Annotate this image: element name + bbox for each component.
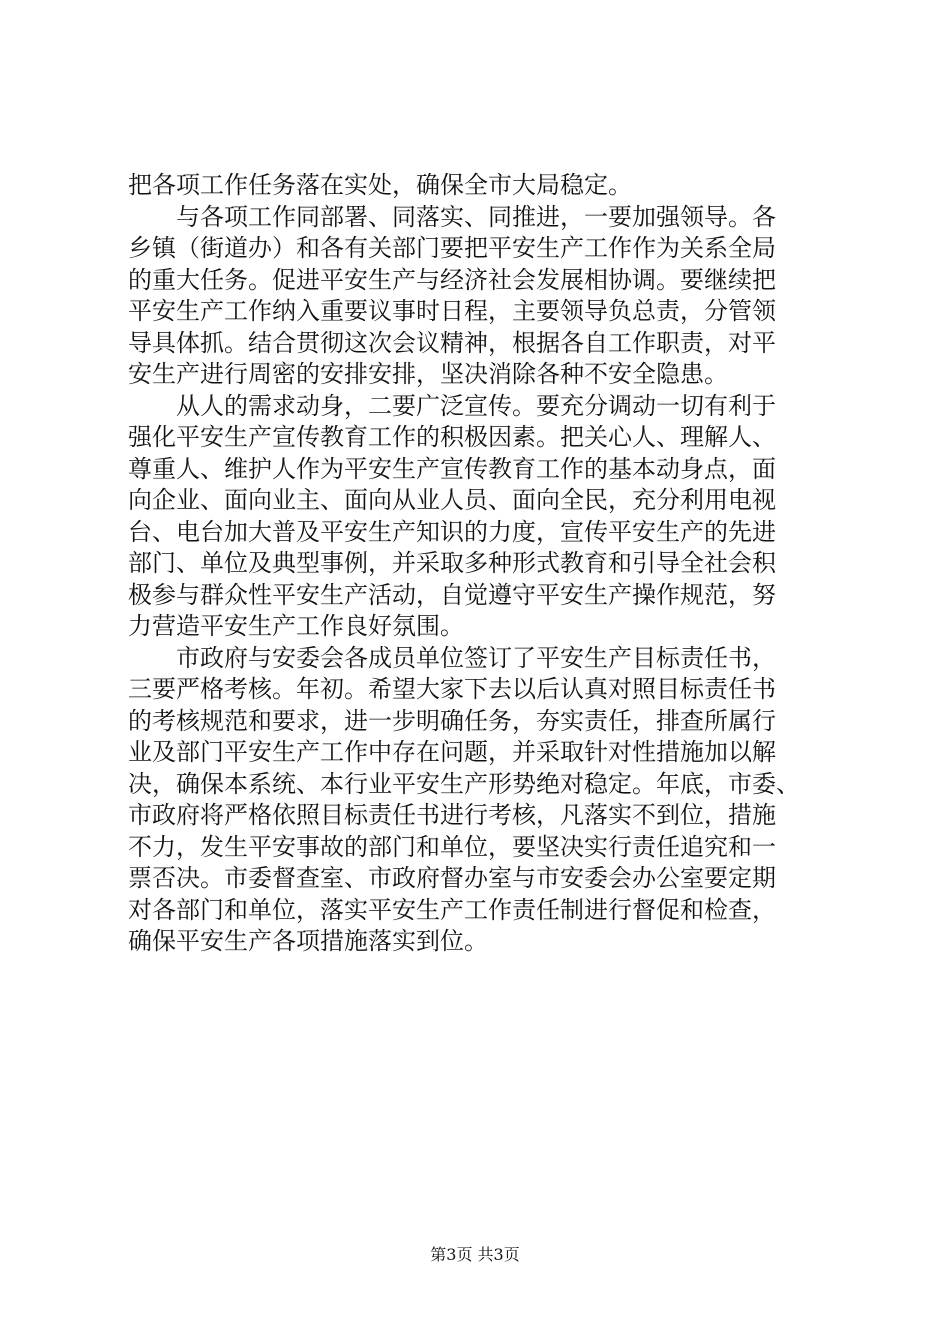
- text-line: 台、电台加大普及平安生产知识的力度，宣传平安生产的先进: [128, 517, 776, 546]
- text-line: 的重大任务。促进平安生产与经济社会发展相协调。要继续把: [128, 265, 776, 294]
- text-line: 不力，发生平安事故的部门和单位，要坚决实行责任追究和一: [128, 832, 776, 861]
- text-line: 从人的需求动身，二要广泛宣传。要充分调动一切有利于: [128, 391, 776, 420]
- text-line: 乡镇（街道办）和各有关部门要把平安生产工作作为关系全局: [128, 234, 776, 262]
- text-line: 平安生产工作纳入重要议事时日程，主要领导负总责，分管领: [128, 297, 776, 325]
- text-line: 极参与群众性平安生产活动，自觉遵守平安生产操作规范，努: [128, 580, 776, 609]
- text-line: 对各部门和单位，落实平安生产工作责任制进行督促和检查，: [128, 895, 776, 924]
- text-line: 把各项工作任务落在实处，确保全市大局稳定。: [128, 171, 632, 199]
- text-line: 票否决。市委督查室、市政府督办室与市安委会办公室要定期: [128, 864, 776, 892]
- text-line: 市政府与安委会各成员单位签订了平安生产目标责任书，: [128, 643, 776, 672]
- text-line: 与各项工作同部署、同落实、同推进，一要加强领导。各: [128, 202, 776, 231]
- page-number-footer: 第3页 共3页: [430, 1245, 520, 1264]
- text-line: 市政府将严格依照目标责任书进行考核，凡落实不到位，措施: [128, 801, 776, 829]
- text-line: 尊重人、维护人作为平安生产宣传教育工作的基本动身点，面: [128, 454, 776, 483]
- text-line: 三要严格考核。年初。希望大家下去以后认真对照目标责任书: [128, 675, 776, 703]
- text-line: 部门、单位及典型事例，并采取多种形式教育和引导全社会积: [128, 549, 776, 577]
- text-line: 导具体抓。结合贯彻这次会议精神，根据各自工作职责，对平: [128, 328, 776, 357]
- text-line: 确保平安生产各项措施落实到位。: [128, 927, 488, 955]
- text-line: 业及部门平安生产工作中存在问题，并采取针对性措施加以解: [128, 738, 776, 766]
- text-line: 强化平安生产宣传教育工作的积极因素。把关心人、理解人、: [128, 423, 776, 451]
- document-body: [128, 170, 822, 958]
- text-line: 的考核规范和要求，进一步明确任务，夯实责任，排查所属行: [128, 706, 776, 735]
- text-line: 安生产进行周密的安排安排，坚决消除各种不安全隐患。: [128, 360, 728, 388]
- text-line: 决，确保本系统、本行业平安生产形势绝对稳定。年底，市委、: [128, 769, 800, 798]
- text-line: 力营造平安生产工作良好氛围。: [128, 612, 464, 640]
- text-line: 向企业、面向业主、面向从业人员、面向全民，充分利用电视: [128, 486, 776, 514]
